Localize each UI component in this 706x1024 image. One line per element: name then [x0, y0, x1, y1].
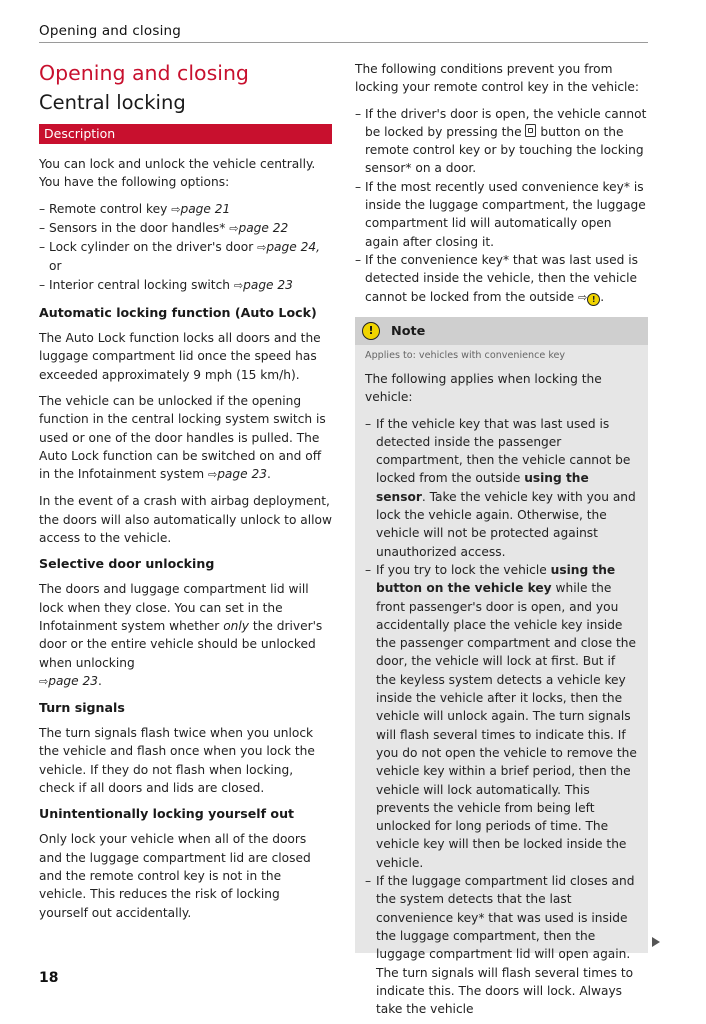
arrow-right-icon: ⇨	[39, 674, 49, 688]
arrow-right-icon: ⇨	[578, 290, 588, 304]
warning-icon[interactable]: !	[587, 293, 600, 306]
header-rule	[39, 42, 648, 43]
auto-lock-paragraph-2: The vehicle can be unlocked if the opening function in the central locking system switch is used or one of the door handles is pulled. The Auto Lock function can be switched on and off in the Infotainment system ⇨page 23.	[39, 393, 326, 482]
selective-unlocking-paragraph: The doors and luggage compartment lid will lock when they close. You can set in the Infotainment system whether only the driver's door or the entire vehicle should be unlocked when unlocking ⇨page 23.	[39, 582, 323, 688]
turn-signals-heading: Turn signals	[39, 700, 125, 716]
running-header: Opening and closing	[39, 23, 182, 39]
note-lead: The following applies when locking the vehicle:	[365, 372, 602, 405]
note-content	[355, 345, 648, 1018]
auto-lock-paragraph-1: The Auto Lock function locks all doors and the luggage compartment lid once the speed has exceeded approximately 9 mph (15 km/h).	[39, 331, 321, 382]
page-ref-link[interactable]: page 23	[48, 673, 99, 688]
lockout-heading: Unintentionally locking yourself out	[39, 806, 295, 822]
page-number: 18	[39, 970, 59, 986]
selective-unlocking-heading: Selective door unlocking	[39, 556, 215, 572]
left-column	[39, 58, 332, 930]
arrow-right-icon: ⇨	[233, 278, 244, 292]
list-item: – Remote control key ⇨page 21	[39, 200, 332, 219]
page-ref-link[interactable]: page 21	[180, 201, 231, 216]
lock-key-button-icon	[525, 124, 536, 137]
list-item: – If the vehicle key that was last used is detected inside the passenger compartment, then the vehicle cannot be locked from the outside using the sensor. Take the vehicle key with you and lock the vehicle again. Otherwise, the vehicle will not be protected against unauthorized access.	[365, 415, 638, 561]
list-item: – If the driver's door is open, the vehicle cannot be locked by pressing the button on the remote control key or by touching the locking sensor* on a door.	[355, 105, 648, 178]
list-item: – Interior central locking switch ⇨page 23	[39, 276, 332, 295]
list-item: – If the luggage compartment lid closes and the system detects that the last convenience key* that was used is inside the luggage compartment, then the luggage compartment lid will open again. The turn signals will flash several times to indicate this. The doors will lock. Always take the vehicle	[365, 872, 638, 1018]
page-ref-link[interactable]: page 23	[217, 467, 268, 482]
arrow-right-icon: ⇨	[257, 241, 267, 255]
list-item: – If the most recently used convenience key* is inside the luggage compartment, the luggage compartment lid will automatically open again after closing it.	[355, 178, 648, 251]
intro-paragraph: You can lock and unlock the vehicle centrally. You have the following options:	[39, 157, 316, 190]
section-title: Central locking	[39, 91, 186, 114]
conditions-list	[355, 105, 648, 307]
applies-to-label: Applies to: vehicles with convenience key	[365, 350, 566, 361]
list-item: – Lock cylinder on the driver's door ⇨page 24, or	[39, 238, 332, 276]
arrow-right-icon: ⇨	[229, 221, 239, 235]
locking-options-list	[39, 200, 332, 295]
arrow-right-icon: ⇨	[171, 202, 181, 216]
conditions-intro: The following conditions prevent you from locking your remote control key in the vehicle:	[355, 62, 640, 95]
page-ref-link[interactable]: page 24,	[266, 240, 321, 255]
auto-lock-heading: Automatic locking function (Auto Lock)	[39, 305, 317, 321]
note-list	[365, 415, 638, 1019]
warning-icon: !	[362, 322, 380, 340]
lockout-paragraph: Only lock your vehicle when all of the doors and the luggage compartment lid are closed and the remote control key is not in the vehicle. This reduces the risk of locking yourself out accidentally.	[39, 832, 311, 920]
turn-signals-paragraph: The turn signals flash twice when you unlock the vehicle and flash once when you lock the vehicle. If they do not flash when locking, check if all doors and lids are closed.	[39, 726, 315, 796]
note-title: Note	[391, 323, 426, 339]
auto-lock-paragraph-3: In the event of a crash with airbag deployment, the doors will also automatically unlock to allow access to the vehicle.	[39, 494, 332, 546]
page-ref-link[interactable]: page 22	[238, 220, 289, 235]
note-box	[355, 317, 648, 1017]
list-item: – Sensors in the door handles* ⇨page 22	[39, 219, 332, 238]
list-item: – If the convenience key* that was last used is detected inside the vehicle, then the vehicle cannot be locked from the outside ⇨ ! .	[355, 251, 648, 307]
chapter-title: Opening and closing	[39, 61, 249, 85]
note-header	[355, 317, 648, 345]
continued-arrow-icon	[652, 937, 660, 947]
list-item: – If you try to lock the vehicle using the button on the vehicle key while the front passenger's door is open, and you accidentally place the vehicle key inside the passenger compartment and close the door, the vehicle will lock at first. But if the keyless system detects a vehicle key inside the vehicle after it locks, then the vehicle will unlock again. The turn signals will flash several times to indicate this. If you do not open the vehicle to remove the vehicle key within a brief period, then the vehicle will lock automatically. This prevents the vehicle from being left unlocked for long periods of time. The vehicle key will then be locked inside the vehicle.	[365, 561, 638, 872]
right-column	[355, 60, 648, 316]
description-bar: Description	[39, 124, 332, 144]
page-ref-link[interactable]: page 23	[243, 277, 293, 292]
arrow-right-icon: ⇨	[207, 468, 218, 482]
